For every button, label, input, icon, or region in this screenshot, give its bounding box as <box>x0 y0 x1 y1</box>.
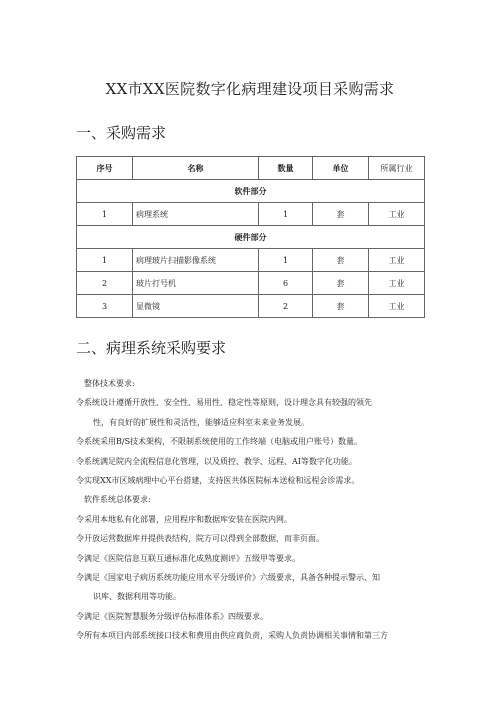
cell-name: 显微镜 <box>133 295 259 318</box>
cell-qty: 1 <box>259 249 313 272</box>
cell-name: 病理玻片扫描影像系统 <box>133 249 259 272</box>
cell-qty: 2 <box>259 295 313 318</box>
cell-unit: 套 <box>313 249 369 272</box>
cell-qty: 6 <box>259 272 313 295</box>
section-heading-pathology-requirements: 二、病理系统采购要求 <box>76 339 227 357</box>
requirement-line: 令系统满足院内全流程信息化管理，以及质控、教学、远程、AI等数字化功能。 <box>76 456 357 466</box>
cell-no: 3 <box>77 295 133 318</box>
group-label: 软件部分 <box>77 180 425 203</box>
table-row <box>77 272 425 295</box>
header-name: 名称 <box>133 157 259 180</box>
cell-name: 病理系统 <box>133 203 259 226</box>
section-heading-procurement-needs: 一、采购需求 <box>76 124 167 142</box>
cell-no: 1 <box>77 249 133 272</box>
cell-industry: 工业 <box>369 203 425 226</box>
requirement-line: 令实现XX市区域病理中心平台搭建，支持医共体医院标本送检和远程会诊需求。 <box>76 476 360 486</box>
cell-unit: 套 <box>313 295 369 318</box>
requirement-line: 令采用本地私有化部署，应用程序和数据库安装在医院内网。 <box>76 514 292 524</box>
cell-unit: 套 <box>313 203 369 226</box>
group-row-hardware <box>77 226 425 249</box>
requirement-line-continued: 识库、数据利用等功能。 <box>93 592 181 602</box>
requirement-line: 令满足《国家电子病历系统功能应用水平分级评价》六级要求，具备各种提示警示、知 <box>76 573 380 583</box>
procurement-table <box>76 156 425 318</box>
header-no: 序号 <box>77 157 133 180</box>
requirement-line: 令满足《医院智慧服务分级评估标准体系》四级要求。 <box>76 611 268 621</box>
table-row <box>77 295 425 318</box>
requirement-line-continued: 性，有良好的扩展性和灵活性，能够适应科室未来业务发展。 <box>93 417 309 427</box>
table-row <box>77 249 425 272</box>
header-unit: 单位 <box>313 157 369 180</box>
cell-industry: 工业 <box>369 249 425 272</box>
table-row <box>77 203 425 226</box>
requirement-line: 令系统设计遵循开放性、安全性、易用性、稳定性等原则，设计理念具有较强的领先 <box>76 398 372 408</box>
cell-qty: 1 <box>259 203 313 226</box>
subheading-software-overall: 软件系统总体要求: <box>84 495 151 505</box>
subheading-overall-tech: 整体技术要求: <box>84 379 135 388</box>
header-industry: 所属行业 <box>369 157 425 180</box>
table-header-row <box>77 157 425 180</box>
requirement-line: 令开放运营数据库并提供表结构，院方可以得到全部数据，而非页面。 <box>76 534 324 544</box>
requirement-line: 令满足《医院信息互联互通标准化成熟度测评》五级甲等要求。 <box>76 553 300 563</box>
cell-no: 2 <box>77 272 133 295</box>
requirement-line: 令系统采用B/S技术架构，不限制系统使用的工作终端（电脑或用户账号）数量。 <box>76 437 363 447</box>
header-qty: 数量 <box>259 157 313 180</box>
cell-unit: 套 <box>313 272 369 295</box>
cell-no: 1 <box>77 203 133 226</box>
group-label: 硬件部分 <box>77 226 425 249</box>
cell-name: 玻片打号机 <box>133 272 259 295</box>
document-title: XX市XX医院数字化病理建设项目采购需求 <box>105 80 395 98</box>
requirements-text <box>76 374 436 646</box>
requirement-line: 令所有本项目内部系统接口技术和费用由供应商负责，采购人负责协调相关事情和第三方 <box>76 631 388 641</box>
cell-industry: 工业 <box>369 295 425 318</box>
cell-industry: 工业 <box>369 272 425 295</box>
group-row-software <box>77 180 425 203</box>
